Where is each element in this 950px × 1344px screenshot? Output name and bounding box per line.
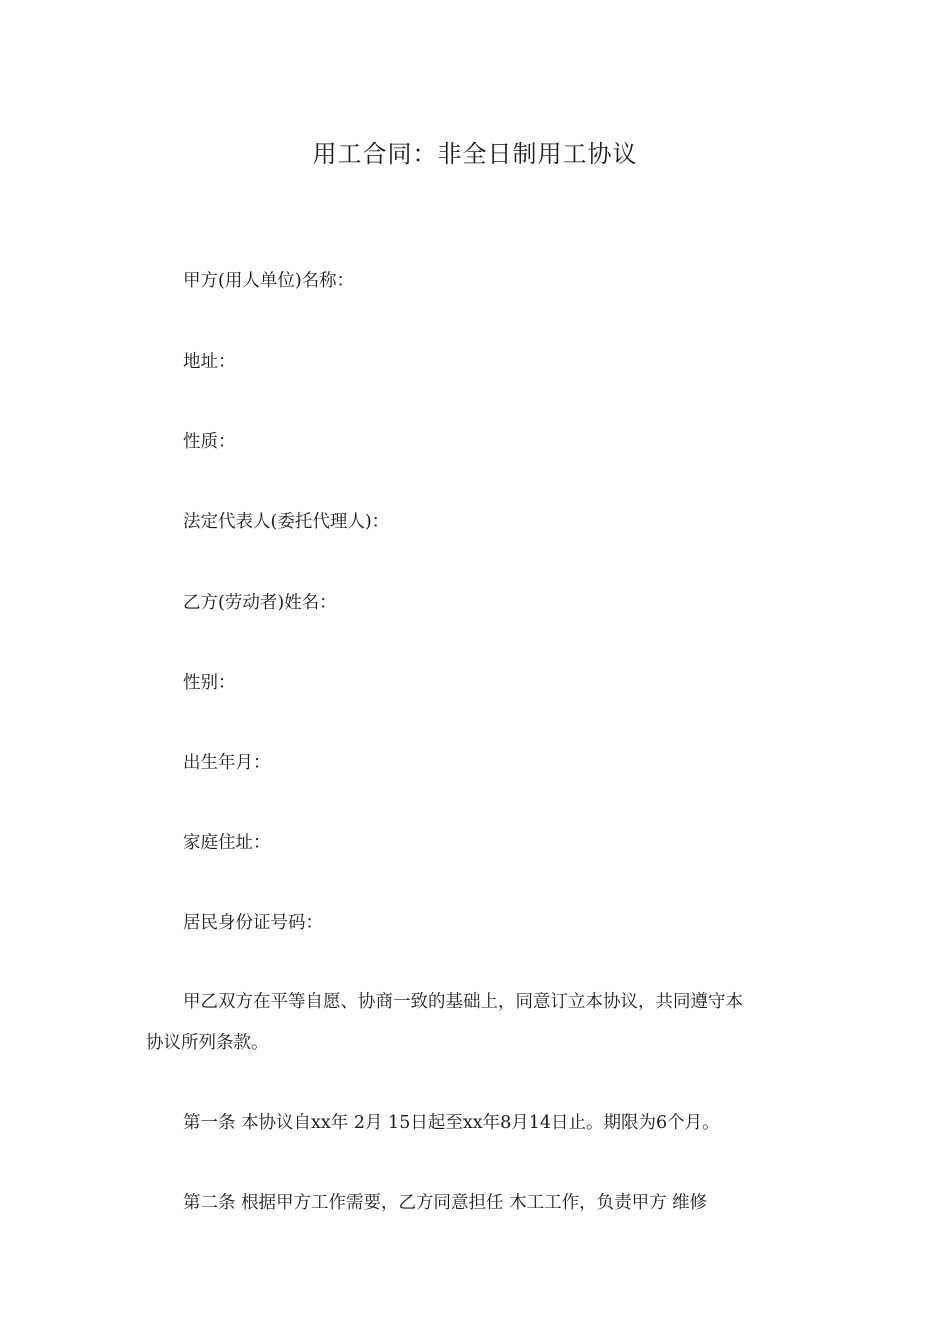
document-title: 用工合同：非全日制用工协议 [312, 140, 638, 168]
field-legal-representative: 法定代表人(委托代理人)： [183, 512, 390, 532]
field-gender: 性别： [183, 673, 236, 693]
field-id-number: 居民身份证号码： [183, 913, 323, 933]
intro-paragraph-line-2: 协议所列条款。 [146, 1033, 269, 1053]
field-party-a-name: 甲方(用人单位)名称： [183, 271, 355, 291]
intro-paragraph-line-1: 甲乙双方在平等自愿、协商一致的基础上，同意订立本协议，共同遵守本 [183, 992, 743, 1012]
article-1: 第一条 本协议自xx年 2月 15日起至xx年8月14日止。期限为6个月。 [183, 1113, 720, 1133]
article-2: 第二条 根据甲方工作需要，乙方同意担任 木工工作，负责甲方 维修 [183, 1193, 708, 1213]
field-address: 地址： [183, 352, 236, 372]
field-birth-date: 出生年月： [183, 753, 271, 773]
field-party-b-name: 乙方(劳动者)姓名： [183, 593, 337, 613]
field-home-address: 家庭住址： [183, 833, 271, 853]
field-nature: 性质： [183, 432, 236, 452]
